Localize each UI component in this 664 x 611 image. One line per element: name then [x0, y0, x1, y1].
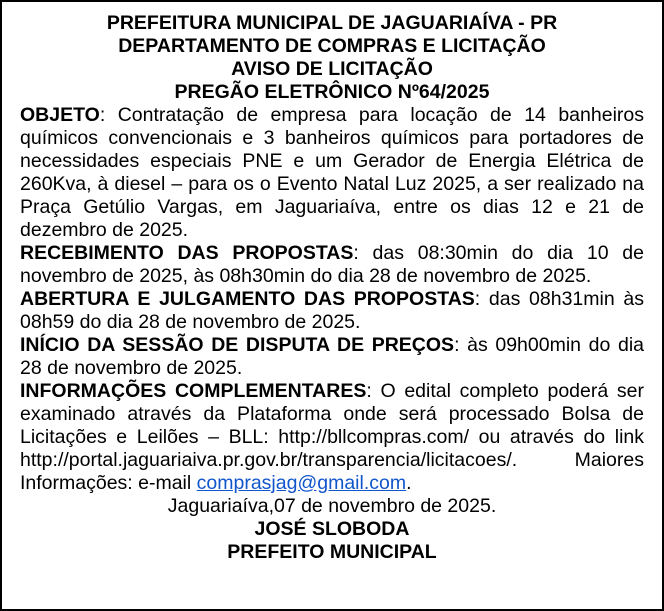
abertura-text: : das 08h31min às 08h59 do dia 28 de novembro de 2025.: [20, 288, 644, 333]
inicio-text: : às 09h00min do dia 28 de novembro de 2025.: [20, 334, 644, 379]
objeto-label: OBJETO: [20, 104, 100, 126]
header-notice-type: AVISO DE LICITAÇÃO: [231, 58, 433, 80]
informacoes-paragraph: [20, 380, 644, 495]
signer-name: JOSÉ SLOBODA: [254, 518, 410, 540]
header-department: DEPARTAMENTO DE COMPRAS E LICITAÇÃO: [118, 35, 546, 57]
informacoes-text-end: .: [406, 472, 412, 494]
recebimento-label: RECEBIMENTO DAS PROPOSTAS: [20, 242, 354, 264]
recebimento-text: : das 08:30min do dia 10 de novembro de 2025, às 08h30min do dia 28 de novembro de 2025.: [20, 242, 644, 287]
header-municipality: PREFEITURA MUNICIPAL DE JAGUARIAÍVA - PR: [106, 12, 558, 34]
inicio-paragraph: [20, 334, 644, 380]
objeto-paragraph: [20, 104, 644, 242]
date-line: Jaguariaíva,07 de novembro de 2025.: [167, 495, 497, 517]
objeto-text: : Contratação de empresa para locação de 14 banheiros químicos convencionais e 3 banheiros químicos para portadores de necessidades especiais PNE e um Gerador de Energia Elétrica de 260Kva, à diesel – para os o Evento Natal Luz 2025, a ser realizado na Praça Getúlio Vargas, em Jaguariaíva, entre os dias 12 e 21 de dezembro de 2025.: [20, 104, 644, 241]
signer-title: PREFEITO MUNICIPAL: [227, 541, 437, 563]
inicio-label: INÍCIO DA SESSÃO DE DISPUTA DE PREÇOS: [20, 334, 455, 356]
email-link[interactable]: comprasjag@gmail.com: [196, 472, 407, 494]
header-auction-number: PREGÃO ELETRÔNICO Nº64/2025: [174, 81, 490, 103]
recebimento-paragraph: [20, 242, 644, 288]
notice-header: [20, 12, 644, 104]
abertura-paragraph: [20, 288, 644, 334]
informacoes-label: INFORMAÇÕES COMPLEMENTARES: [20, 380, 367, 402]
informacoes-text: : O edital completo poderá ser examinado através da Plataforma onde será processado Bolsa de Licitações e Leilões – BLL: http://bllcompras.com/ ou através do link http://portal.jaguariaiva.pr.gov.br/transparencia/licitacoes/. Maiores Informações: e-mail: [20, 380, 644, 494]
abertura-label: ABERTURA E JULGAMENTO DAS PROPOSTAS: [20, 288, 475, 310]
